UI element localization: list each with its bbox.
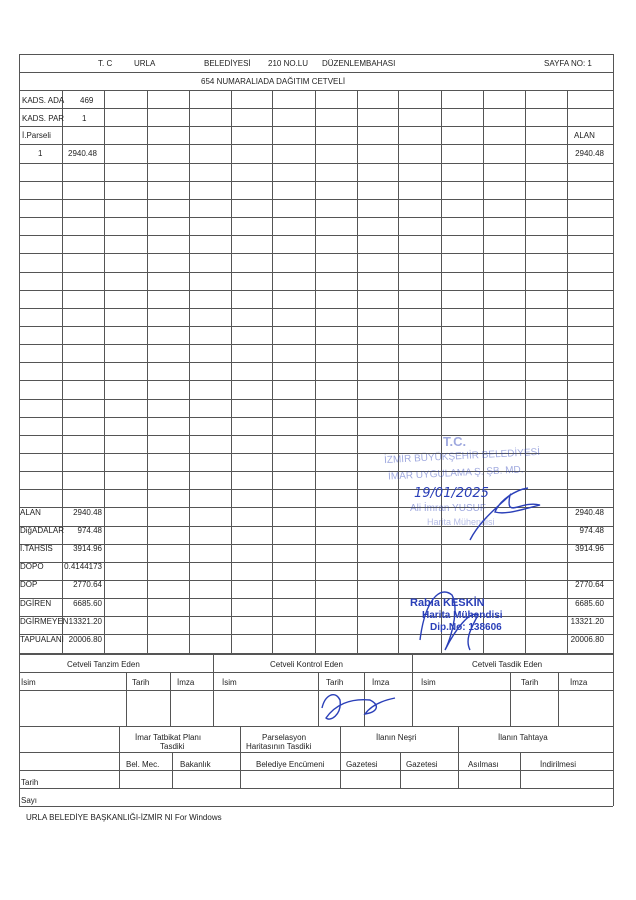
- kads-ada-label: KADS. ADA: [22, 96, 65, 105]
- imza-1: İmza: [177, 678, 195, 687]
- summary-label: DOPO: [20, 562, 44, 571]
- header-subtitle: 654 NUMARALIADA DAĞITIM CETVELİ: [201, 77, 346, 86]
- summary-value: 2770.64: [73, 580, 102, 589]
- row-alan: 2940.48: [68, 149, 97, 158]
- summary-label: DOP: [20, 580, 38, 589]
- summary-right-value: 13321.20: [570, 617, 604, 626]
- row-alan-right: 2940.48: [575, 149, 604, 158]
- summary-value: 3914.96: [73, 544, 102, 553]
- alan-header: ALAN: [574, 131, 595, 140]
- summary-label: DGİREN: [20, 599, 52, 608]
- summary-label: İ.TAHSİS: [20, 544, 53, 553]
- imza-3: İmza: [570, 678, 588, 687]
- signature-3: [322, 695, 395, 719]
- isim-2: İsim: [222, 678, 237, 687]
- stamp-uygulama: İMAR UYGULAMA Ş. ŞB. MD.: [387, 464, 524, 483]
- indirilmesi: İndirilmesi: [540, 760, 577, 769]
- isim-3: İsim: [421, 678, 436, 687]
- summary-value: 6685.60: [73, 599, 102, 608]
- kads-ada-value: 469: [80, 96, 94, 105]
- summary-right-value: 974.48: [579, 526, 604, 535]
- header-belediyesi: BELEDİYESİ: [204, 59, 251, 68]
- summary-label: DiğADALAR: [20, 526, 65, 535]
- summary-value: 20006.80: [68, 635, 102, 644]
- gazetesi-1: Gazetesi: [346, 760, 378, 769]
- kontrol-eden: Cetveli Kontrol Eden: [270, 660, 343, 669]
- signature-2: [420, 592, 478, 650]
- header-tc: T. C: [98, 59, 113, 68]
- header-no: 210 NO.LU: [268, 59, 309, 68]
- header-duzenleme: DÜZENLEMBAHASI: [322, 59, 396, 68]
- asilmasi: Asılması: [468, 760, 499, 769]
- isim-1: İsim: [21, 678, 36, 687]
- kads-par-label: KADS. PAR: [22, 114, 65, 123]
- bakanlik: Bakanlık: [180, 760, 211, 769]
- stamp-name-2: Rabia KESKİN: [410, 597, 485, 609]
- stamp-date: 19/01/2025: [414, 486, 489, 501]
- stamp-tc: T.C.: [443, 434, 467, 449]
- stamp-buyuksehir: İZMİR BÜYÜKŞEHİR BELEDİYESİ: [383, 446, 541, 467]
- summary-right-value: 2770.64: [575, 580, 604, 589]
- summary-label: ALAN: [20, 508, 41, 517]
- tarih-3: Tarih: [521, 678, 539, 687]
- stamp-dip: Dip.No: 138606: [430, 622, 502, 633]
- header-urla: URLA: [134, 59, 156, 68]
- stamp-title-1: Harita Mühendisi: [427, 517, 495, 527]
- kads-par-value: 1: [82, 114, 87, 123]
- haritasinin-tasdiki: Haritasının Tasdiki: [246, 742, 312, 751]
- tarih-row-label: Tarih: [21, 778, 39, 787]
- imar-tatbikat: İmar Tatbikat Planı: [135, 733, 202, 742]
- ilanin-tahtaya: İlanın Tahtaya: [498, 733, 548, 742]
- summary-right-value: 2940.48: [575, 508, 604, 517]
- gazetesi-2: Gazetesi: [406, 760, 438, 769]
- imar-tasdiki: Tasdiki: [160, 742, 185, 751]
- summary-right-value: 20006.80: [570, 635, 604, 644]
- stamp-name-1: Ali İmran YUSUF: [410, 503, 486, 514]
- summary-value: 974.48: [77, 526, 102, 535]
- summary-value: 13321.20: [68, 617, 102, 626]
- summary-value: 0.4144173: [64, 562, 102, 571]
- signature-1: [470, 488, 540, 540]
- summary-right-value: 6685.60: [575, 599, 604, 608]
- belediye-encumeni: Belediye Encümeni: [256, 760, 325, 769]
- summary-value: 2940.48: [73, 508, 102, 517]
- imza-2: İmza: [372, 678, 390, 687]
- sayi-row-label: Sayı: [21, 796, 38, 805]
- bel-mec: Bel. Mec.: [126, 760, 160, 769]
- row-number: 1: [38, 149, 43, 158]
- summary-label: DGİRMEYEN: [20, 617, 69, 626]
- parseli-label: İ.Parseli: [22, 131, 51, 140]
- summary-label: TAPUALANI: [20, 635, 64, 644]
- summary-right-value: 3914.96: [575, 544, 604, 553]
- header-sayfa: SAYFA NO: 1: [544, 59, 592, 68]
- footer-text: URLA BELEDİYE BAŞKANLIĞI-İZMİR NI For Windows: [26, 813, 222, 822]
- stamp-title-2: Harita Mühendisi: [422, 610, 503, 621]
- tarih-1: Tarih: [132, 678, 150, 687]
- tanzim-eden: Cetveli Tanzim Eden: [67, 660, 140, 669]
- tarih-2: Tarih: [326, 678, 344, 687]
- ilanin-nesri: İlanın Neşri: [376, 733, 417, 742]
- tasdik-eden: Cetveli Tasdik Eden: [472, 660, 543, 669]
- parselasyon: Parselasyon: [262, 733, 307, 742]
